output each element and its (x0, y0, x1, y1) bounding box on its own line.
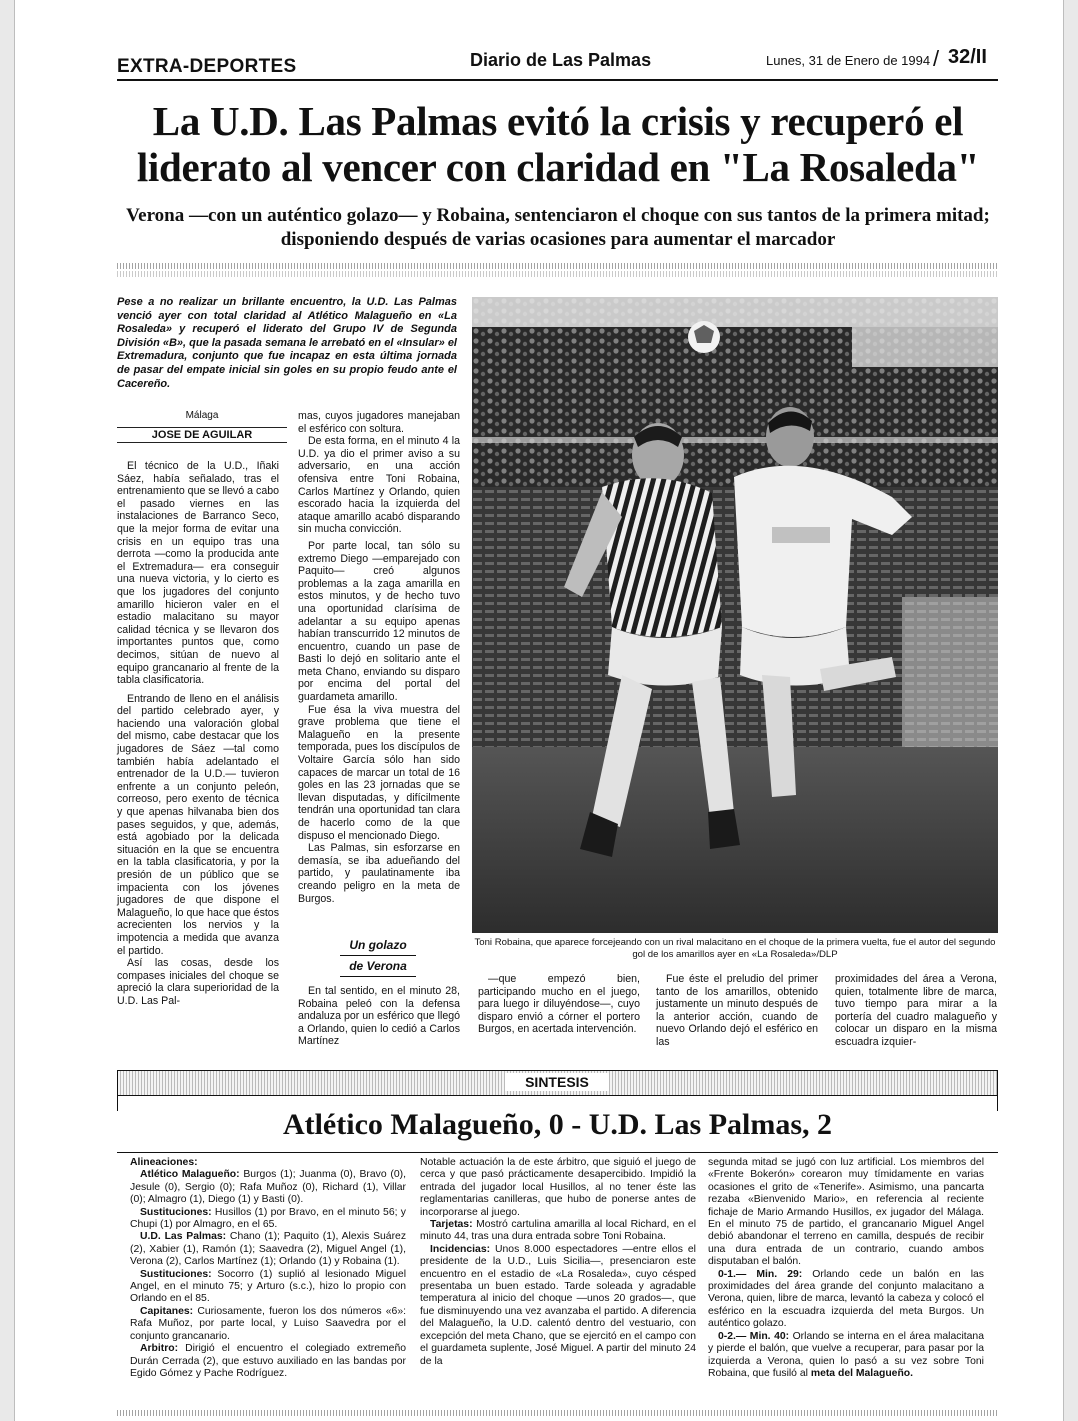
header-slash: / (933, 46, 940, 71)
section-label: EXTRA-DEPORTES (117, 56, 297, 77)
sintesis-entry: Sustituciones: Husillos (1) por Bravo, en el minuto 56; y Chupi (1) por Almagro, en el 65. (130, 1206, 406, 1231)
sintesis-entry: Arbitro: Dirigió el encuentro el colegiado extremeño Durán Cerrada (2), que estuvo auxiliado en las bandas por Egido Gómez y Pache Rodríguez. (130, 1343, 406, 1379)
page-edge-left (0, 0, 15, 1421)
paragraph: —que empezó bien, participando mucho en el juego, para luego ir diluyéndose—, cuyo disparo envió a córner el portero Burgos, en acertada intervención. (478, 973, 640, 1036)
sintesis-entry: Tarjetas: Mostró cartulina amarilla al local Richard, en el minuto 44, tras una dura entrada sobre Toni Robaina. (420, 1219, 696, 1243)
dateline: Lunes, 31 de Enero de 1994 (766, 53, 931, 68)
bottom-dotted-separator (117, 1410, 998, 1416)
sintesis-entry: Capitanes: Curiosamente, fueron los dos números «6»: Rafa Muñoz, por parte local, y Luiso Saavedra por el conjunto grancanario. (130, 1305, 406, 1342)
sintesis-frame-left (117, 1070, 118, 1111)
sintesis-entry: 0-2.— Min. 40: Orlando se interna en el área malacitana y pierde el balón, que vuelve a recuperar, para pasar por la izquierda a Verona, quien lo pasó a su vez sobre Toni Robaina, que fusiló al meta del Malagueño. (708, 1330, 984, 1379)
photo-caption: Toni Robaina, que aparece forcejeando con un rival malacitano en el choque de la primera vuelta, fue el autor del segundo gol de los amarillos ayer en «La Rosaleda»/DLP (474, 937, 996, 960)
headline: La U.D. Las Palmas evitó la crisis y recuperó el liderato al vencer con claridad en "La Rosaleda" (136, 98, 980, 190)
sintesis-frame-right (997, 1070, 998, 1111)
paragraph: El técnico de la U.D., Iñaki Sáez, había señalado, tras el entrenamiento que se llevó a cabo el pasado viernes en las instalaciones de Barranco Seco, que la mejor forma de evitar una crisis en un equipo tras una derrota —como la producida ante el Extremadura— era conseguir una nueva victoria, y lo cierto es que los jugadores del conjunto amarillo hicieron valer en el estadio malacitano su mayor calidad técnica y se llevaron dos importantes puntos que, como decimos, sitúan de nuevo al equipo grancanario al frente de la tabla clasificatoria. (117, 460, 279, 687)
paragraph: Fue éste el preludio del primer tanto de los amarillos, obtenido justamente un minuto después de la anterior acción, cuando de nuevo Orlando dejó el esférico en las (656, 973, 818, 1048)
sintesis-entry: Atlético Malagueño: Burgos (1); Juanma (0), Bravo (0), Jesule (0), Sergio (0); Rafa Muñoz (0), Richard (1), Villar (0); Almagro (1), Diego (1) y Basti (0). (130, 1169, 406, 1206)
photo-illustration (472, 297, 998, 933)
sintesis-column-1 (130, 1157, 406, 1380)
byline: JOSE DE AGUILAR (117, 427, 287, 443)
newspaper-name: Diario de Las Palmas (470, 50, 652, 70)
match-photo (472, 297, 998, 933)
paragraph: Por parte local, tan sólo su extremo Diego —emparejado con Paquito— creó algunos problemas a la zaga amarilla en estos minutos, y de hecho tuvo una oportunidad clarísima de adelantar a su equipo apenas habían transcurrido 12 minutos de encuentro, cuando un pase de Basti lo dejó en solitario ante el meta Chano, enviando su disparo por encima del portal del guardameta amarillo. (298, 539, 460, 704)
article-column-3 (478, 973, 640, 1036)
paragraph: Entrando de lleno en el análisis del partido celebrado ayer, y haciendo una valoración global del mismo, cabe destacar que los jugadores de Sáez —tal como también había adelantado el entrenador de la U.D.— tuvieron enfrente a un conjunto peleón, correoso, pero exento de técnica y que apenas hilvanaba bien dos pases seguidos, y que, además, está agobiado por la delicada situación en la que se encuentra en la tabla clasificatoria, y por la presión de un público que se impacienta con los jóvenes jugadores de que dispone el Malagueño, lo que hace que éstos acrecienten los nervios y la impotencia a medida que avanza el partido. (117, 692, 279, 957)
score-rule (117, 1152, 998, 1153)
paragraph: En tal sentido, en el minuto 28, Robaina peleó con la defensa andaluza por un esférico que llegó a Orlando, quien lo cedió a Carlos Martínez (298, 985, 460, 1048)
sintesis-entry: 0-1.— Min. 29: Orlando cede un balón en las proximidades del área grande del conjunto malacitano a Verona, quien, libre de marca, levantó la cabeza y colocó el esférico en la escuadra izquierda del meta Burgos. Un auténtico golazo. (708, 1268, 984, 1330)
dotted-separator (117, 263, 998, 269)
sintesis-entry: Alineaciones: (130, 1157, 198, 1168)
match-score: Atlético Malagueño, 0 - U.D. Las Palmas, 2 (282, 1108, 833, 1141)
paragraph: Fue ésa la viva muestra del grave problema que tiene el Malagueño en la presente temporada, pues los discípulos de Voltaire García sólo han sido capaces de marcar un total de 16 goles en las 23 jornadas que se llevan disputadas, y difícilmente tendrán una oportunidad tan clara de hacerlo como de la que dispuso el mencionado Diego. (298, 703, 460, 842)
dateline-place: Málaga (185, 410, 219, 421)
dotted-separator-2 (117, 271, 998, 277)
article-column-4 (656, 973, 818, 1049)
paragraph: De esta forma, en el minuto 4 la U.D. ya dio el primer aviso a su adversario, en una acción ofensiva entre Toni Robaina, Carlos Martínez y Orlando, quien escorado hacia la izquierda del ataque amarillo acabó disparando sin mucha convicción. (298, 435, 460, 536)
sintesis-entry: segunda mitad se jugó con luz artificial. Los miembros del «Frente Bokerón» corearon muy tímidamente en varias ocasiones el grito de «Tenerife». Asimismo, una pancarta rezaba «Bienvenido Mario», en referencia al reciente fichaje de Mario Armando Husillos, ex jugador del Málaga. En el minuto 75 de partido, el grancanario Miguel Angel debió abandonar el terreno en camilla, después de recibir una dura entrada de un contrario, cuando ambos disputaban el balón. (708, 1157, 984, 1268)
article-column-1 (117, 460, 279, 1008)
subtitle-line-2: de Verona (340, 956, 416, 977)
page-edge-right (1063, 0, 1078, 1421)
article-column-2b (298, 985, 460, 1048)
subheadline: Verona —con un auténtico golazo— y Robaina, sentenciaron el choque con sus tantos de la primera mitad; disponiendo después de varias ocasiones para aumentar el marcador (126, 205, 990, 250)
paragraph: mas, cuyos jugadores manejaban el esférico con soltura. (298, 410, 460, 435)
subtitle-line-1: Un golazo (340, 935, 416, 956)
lede-paragraph: Pese a no realizar un brillante encuentro, la U.D. Las Palmas venció ayer con total claridad al Atlético Malagueño en «La Rosaleda» y recuperó el liderato del Grupo IV de Segunda División «B», que la pasada semana le arrebató en el «Insular» el Extremadura, conjunto que fue incapaz en esta última jornada de pasar del empate inicial sin goles en su propio feudo ante el Cacereño. (117, 296, 457, 390)
sintesis-title: SINTESIS (505, 1073, 609, 1091)
subtitle-box (298, 935, 458, 977)
sintesis-entry: Notable actuación la de este árbitro, que siguió el juego de cerca y que pasó prácticamente desapercibido. Impidió la entrada del jugador local Husillos, al no tener éste las reglamentarias canilleras, que hubo de ponerse antes de incorporarse al juego. (420, 1157, 696, 1218)
page-number: 32/II (948, 46, 987, 68)
sintesis-entry: U.D. Las Palmas: Chano (1); Paquito (1), Alexis Suárez (2), Xabier (1), Ramón (1); Saavedra (2), Miguel Angel (1), Verona (2), Carlos Martínez (1); Orlando (1) y Robaina (1). (130, 1231, 407, 1268)
sintesis-column-2 (420, 1157, 696, 1368)
paragraph: Las Palmas, sin esforzarse en demasía, se iba adueñando del partido, y paulatinamente iba creando peligro en la meta de Burgos. (298, 842, 460, 905)
paragraph: Así las cosas, desde los compases iniciales del choque se apreció la clara superioridad de la U.D. Las Pal- (117, 957, 279, 1007)
sintesis-column-3 (708, 1157, 984, 1380)
header-rule (117, 79, 998, 81)
sintesis-entry: Sustituciones: Socorro (1) suplió al lesionado Miguel Angel, en el minuto 75; y Arturo (s.c.), hizo lo propio con Orlando en el 85. (130, 1268, 406, 1305)
article-column-2 (298, 410, 460, 905)
sintesis-entry: Incidencias: Unos 8.000 espectadores —entre ellos el presidente de la U.D., Luis Sicilia—, presenciaron este encuentro en el estadio de «La Rosaleda», cuyo césped presentaba un buen estado. Tarde soleada y agradable temperatura al inicio del choque —unos 20 grados—, que fue disminuyendo una vez avanzaba el partido. A diferencia del Malagueño, la U.D. calentó dentro del vestuario, con excepción del meta Chano, que se ejercitó en el campo con el guardameta suplente, José Miguel. A partir del minuto 24 de la (420, 1243, 696, 1367)
article-column-5 (835, 973, 997, 1049)
paragraph: proximidades del área a Verona, quien, totalmente libre de marca, tuvo tiempo para mirar a la portería del cuadro malagueño y colocar un disparo en la misma escuadra izquier- (835, 973, 997, 1048)
